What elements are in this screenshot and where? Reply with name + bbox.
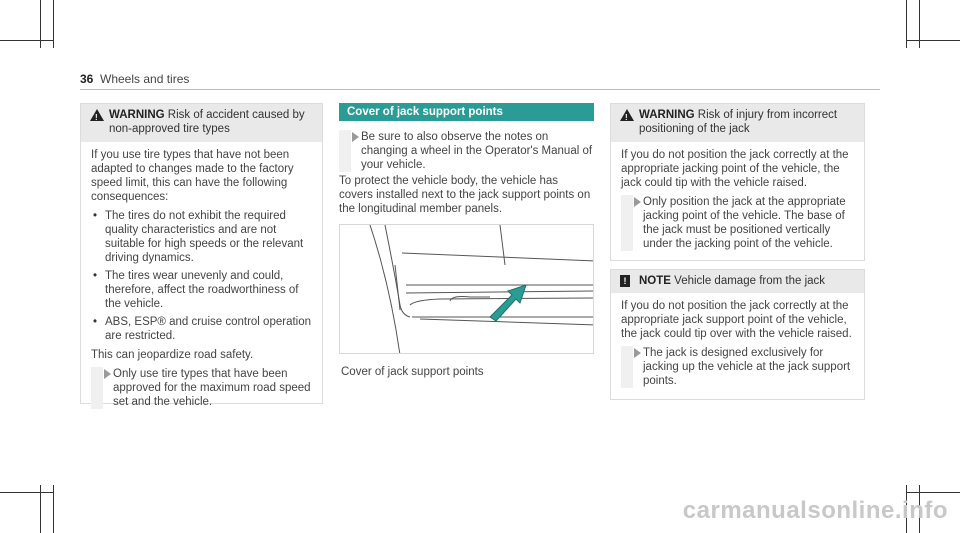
list-item: • ABS, ESP® and cruise control operation are restricted. [91,315,312,343]
warning-header [611,104,864,142]
warning-body [81,142,322,419]
crop-mark [906,40,960,41]
step-arrow-icon [634,348,641,358]
watermark: carmanualsonline.info [682,497,948,524]
warning-intro: If you use tire types that have not been adapted to changes made to the factory speed limit, this can have the following consequences: [91,149,294,203]
step-text: Only use tire types that have been approved for the maximum road speed set and the vehicle. [113,368,311,408]
instruction-step [621,195,854,251]
instruction-step [621,346,854,388]
page-title: Wheels and tires [100,72,190,86]
list-item: • The tires do not exhibit the required quality characteristics and are not suitable for high speeds or the relevant driving dynamics. [91,209,312,265]
crop-mark [0,492,54,493]
list-item: • The tires wear unevenly and could, therefore, affect the roadworthiness of the vehicle. [91,269,312,311]
section-paragraph: To protect the vehicle body, the vehicle has covers installed next to the jack support points on the longitudinal member panels. [339,175,591,215]
consequence-list [91,209,312,343]
vehicle-illustration [339,224,594,354]
vehicle-sill-drawing [340,225,594,354]
figure-caption: Cover of jack support points [341,366,484,378]
crop-mark [906,492,960,493]
step-text: The jack is designed exclusively for jacking up the vehicle at the jack support points. [643,347,851,387]
crop-mark [0,40,54,41]
note-header [611,270,864,293]
section-body [339,126,594,220]
warning-box-tires [80,103,323,408]
header-divider [80,89,880,90]
step-arrow-icon [104,369,111,379]
note-text: Vehicle damage from the jack [674,275,826,287]
note-paragraph: If you do not position the jack correctly at the appropriate jack support point of the vehicle, the jack could tip over with the vehicle raised. [621,300,852,340]
warning-text: Risk of accident caused by non-approved tire types [109,109,305,135]
warning-paragraph: If you do not position the jack correctly at the appropriate jacking point of the vehicle, the jack could tip with the vehicle raised. [621,149,849,189]
step-text: Only position the jack at the appropriate jacking point of the vehicle. The base of the jack must be positioned vertically under the jacking point of the vehicle. [643,196,846,250]
warning-triangle-icon [90,109,104,121]
step-arrow-icon [352,132,359,142]
warning-body [611,142,864,261]
note-label: NOTE [639,275,671,287]
note-exclamation-icon: ! [620,275,630,287]
warning-text: Risk of injury from incorrect positioning of the jack [639,109,838,135]
note-body [611,293,864,398]
warning-label: WARNING [109,109,165,121]
instruction-step [91,367,312,409]
warning-box-jack [610,103,865,261]
section-heading: Cover of jack support points [339,103,594,121]
warning-outro: This can jeopardize road safety. [91,349,254,361]
jack-point-arrow-icon [490,285,526,321]
instruction-step [339,130,594,172]
page-number: 36 [80,72,94,86]
step-arrow-icon [634,197,641,207]
warning-triangle-icon [620,109,634,121]
warning-header [81,104,322,142]
note-box-jack [610,269,865,400]
warning-label: WARNING [639,109,695,121]
step-text: Be sure to also observe the notes on changing a wheel in the Operator's Manual of your vehicle. [361,131,593,171]
